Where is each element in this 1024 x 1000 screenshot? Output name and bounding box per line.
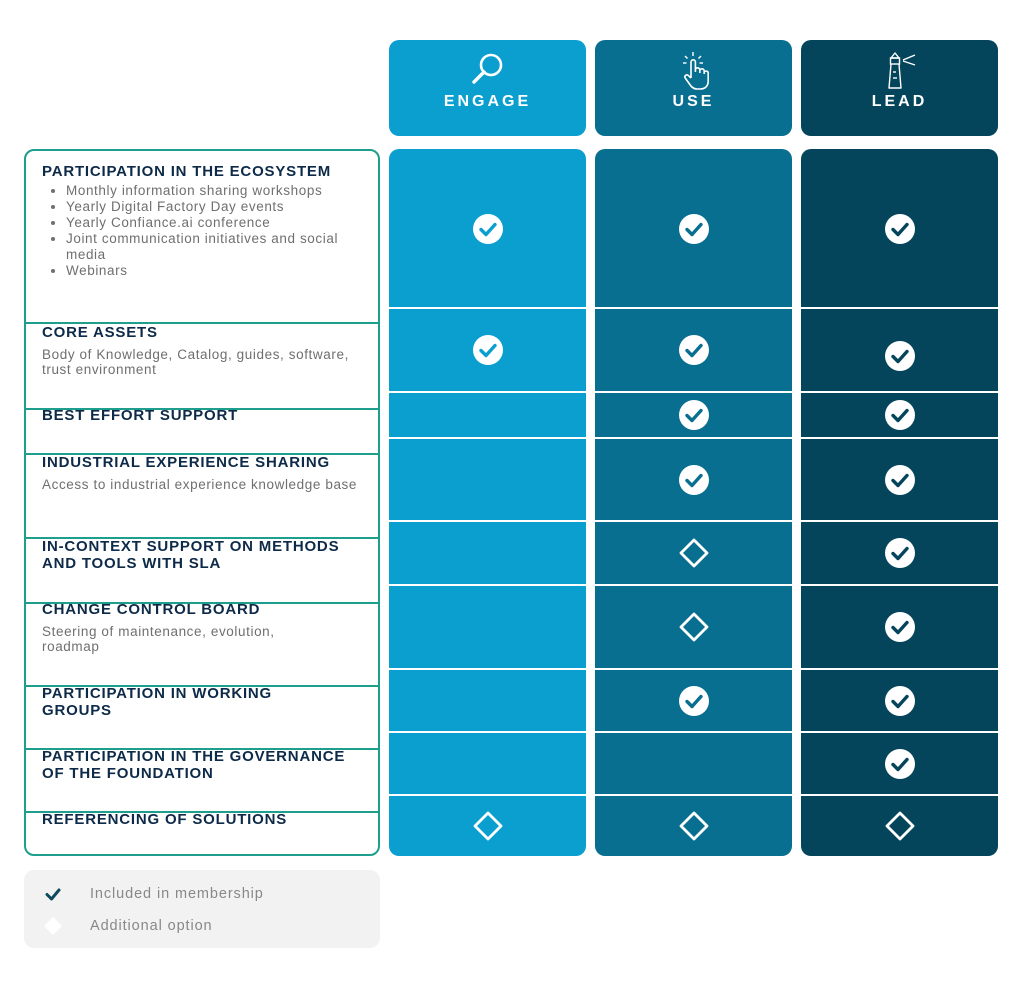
tier-label-engage: ENGAGE <box>443 93 532 110</box>
feature-title: PARTICIPATION IN WORKING GROUPS <box>42 685 273 719</box>
feature-title: CORE ASSETS <box>42 324 158 341</box>
list-item: • Yearly Confiance.ai conference <box>66 215 378 231</box>
check-circle-icon <box>884 685 916 717</box>
check-icon <box>42 883 64 905</box>
row-divider <box>389 584 586 586</box>
row-divider <box>801 307 998 309</box>
check-circle-icon <box>884 611 916 643</box>
check-circle-icon <box>884 537 916 569</box>
check-circle-icon <box>678 213 710 245</box>
row-divider <box>595 391 792 393</box>
magnifier-icon <box>466 48 510 92</box>
row-divider <box>801 794 998 796</box>
feature-title: CHANGE CONTROL BOARD <box>42 601 261 618</box>
legend-option <box>42 914 213 938</box>
list-item: • Joint communication initiatives and social media <box>66 231 378 263</box>
row-divider <box>595 307 792 309</box>
row-divider <box>389 307 586 309</box>
feature-row-ecosystem <box>26 151 378 324</box>
row-divider <box>389 668 586 670</box>
feature-title: PARTICIPATION IN THE ECOSYSTEM <box>42 163 332 180</box>
row-divider <box>389 520 586 522</box>
row-divider <box>595 437 792 439</box>
row-divider <box>389 794 586 796</box>
diamond-icon <box>42 915 64 937</box>
feature-title: INDUSTRIAL EXPERIENCE SHARING <box>42 454 330 471</box>
row-divider <box>801 731 998 733</box>
check-circle-icon <box>472 213 504 245</box>
check-circle-icon <box>884 213 916 245</box>
row-divider <box>389 437 586 439</box>
row-divider <box>801 391 998 393</box>
diamond-icon <box>678 611 710 643</box>
pointer-hand-icon <box>672 48 716 92</box>
row-divider <box>595 584 792 586</box>
list-item: • Monthly information sharing workshops <box>66 183 378 199</box>
tier-label-lead: LEAD <box>871 93 928 110</box>
lighthouse-icon <box>878 48 922 92</box>
row-divider <box>595 731 792 733</box>
row-divider <box>595 520 792 522</box>
feature-row-referencing <box>26 797 378 868</box>
check-circle-icon <box>884 748 916 780</box>
feature-subtitle: Access to industrial experience knowledge base <box>42 477 358 492</box>
legend-included-label: Included in membership <box>90 886 264 902</box>
check-circle-icon <box>884 340 916 372</box>
legend-included <box>42 882 264 906</box>
row-divider <box>801 437 998 439</box>
row-divider <box>801 520 998 522</box>
diamond-icon <box>884 810 916 842</box>
row-divider <box>595 794 792 796</box>
tier-column-lead <box>801 149 998 856</box>
list-item: • Yearly Digital Factory Day events <box>66 199 378 215</box>
feature-title: BEST EFFORT SUPPORT <box>42 407 239 424</box>
tier-header-lead <box>801 40 998 136</box>
tier-header-engage <box>389 40 586 136</box>
tier-label-use: USE <box>672 93 715 110</box>
row-divider <box>801 668 998 670</box>
feature-subtitle: Steering of maintenance, evolution, roadmap <box>42 624 275 654</box>
legend <box>24 870 380 948</box>
check-circle-icon <box>678 334 710 366</box>
feature-title: REFERENCING OF SOLUTIONS <box>42 811 288 828</box>
diamond-icon <box>678 810 710 842</box>
legend-option-label: Additional option <box>90 918 213 934</box>
feature-bullet-list <box>42 183 378 279</box>
row-divider <box>595 668 792 670</box>
diamond-icon <box>678 537 710 569</box>
check-circle-icon <box>678 399 710 431</box>
tier-column-use <box>595 149 792 856</box>
check-circle-icon <box>472 334 504 366</box>
row-divider <box>389 731 586 733</box>
tier-header-use <box>595 40 792 136</box>
feature-title: IN-CONTEXT SUPPORT ON METHODS AND TOOLS WITH SLA <box>42 538 340 572</box>
diamond-icon <box>472 810 504 842</box>
tier-column-engage <box>389 149 586 856</box>
feature-subtitle: Body of Knowledge, Catalog, guides, software, trust environment <box>42 347 349 377</box>
feature-list-panel <box>24 149 380 856</box>
list-item: • Webinars <box>66 263 378 279</box>
check-circle-icon <box>678 685 710 717</box>
row-divider <box>389 391 586 393</box>
check-circle-icon <box>884 399 916 431</box>
check-circle-icon <box>884 464 916 496</box>
check-circle-icon <box>678 464 710 496</box>
feature-title: PARTICIPATION IN THE GOVERNANCE OF THE FOUNDATION <box>42 748 346 782</box>
row-divider <box>801 584 998 586</box>
